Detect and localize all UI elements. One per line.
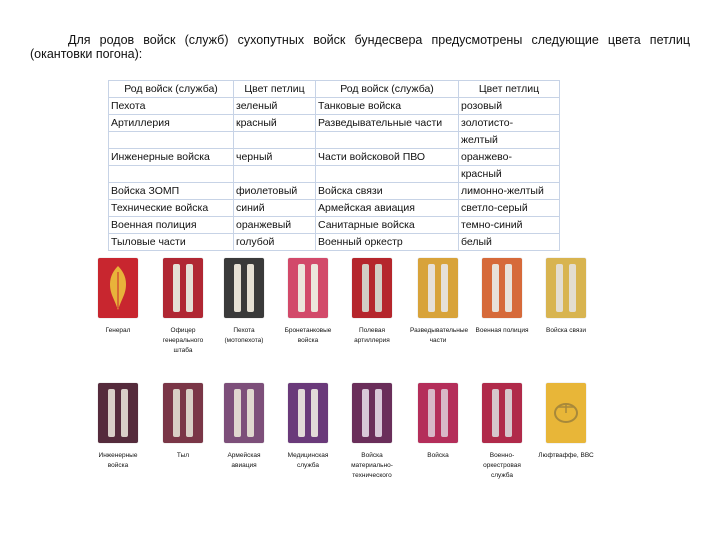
collar-tab-caption: Полевая артиллерия xyxy=(354,327,390,344)
table-cell xyxy=(316,166,459,183)
tab-stripe xyxy=(505,264,512,312)
tab-stripe xyxy=(428,264,435,312)
collar-tab-swatch xyxy=(352,383,392,443)
table-cell xyxy=(234,132,316,149)
collar-tab-caption: Войска материально-технического xyxy=(351,452,393,479)
tab-stripe xyxy=(173,264,180,312)
tab-stripe xyxy=(186,389,193,437)
tab-stripe xyxy=(375,389,382,437)
table-row xyxy=(109,166,560,183)
table-cell: Санитарные войска xyxy=(316,217,459,234)
table-cell: зеленый xyxy=(234,98,316,115)
table-cell: желтый xyxy=(459,132,560,149)
tab-stripe xyxy=(186,264,193,312)
tab-stripe xyxy=(298,389,305,437)
collar-tab-caption: Разведывательные части xyxy=(410,327,469,344)
collar-tab-caption: Войска связи xyxy=(546,327,586,334)
table-cell: Инженерные войска xyxy=(109,149,234,166)
collar-tab-swatch xyxy=(482,258,522,318)
table-cell: золотисто- xyxy=(459,115,560,132)
tab-stripe xyxy=(247,389,254,437)
table-cell: красный xyxy=(459,166,560,183)
tab-stripe xyxy=(492,389,499,437)
collar-tab-swatch xyxy=(224,258,264,318)
column-header: Цвет петлиц xyxy=(234,81,316,98)
column-header: Род войск (служба) xyxy=(316,81,459,98)
collar-tab-caption: Люфтваффе, ВВС xyxy=(538,452,594,459)
table-row xyxy=(109,183,560,200)
tab-stripe xyxy=(121,389,128,437)
table-cell: Разведывательные части xyxy=(316,115,459,132)
wreath-icon xyxy=(546,383,586,443)
intro-text: Для родов войск (служб) сухопутных войск бундесвера предусмотрены следующие цвета петлиц (окантовки погона): xyxy=(30,33,690,61)
table-cell: Тыловые части xyxy=(109,234,234,251)
table-cell xyxy=(109,132,234,149)
table-cell: Танковые войска xyxy=(316,98,459,115)
collar-tab-swatch xyxy=(98,258,138,318)
table-cell: Пехота xyxy=(109,98,234,115)
intro-paragraph xyxy=(30,33,690,61)
tab-stripe xyxy=(569,264,576,312)
collar-tab-swatch xyxy=(288,383,328,443)
table-cell: розовый xyxy=(459,98,560,115)
table-row xyxy=(109,115,560,132)
table-header-row xyxy=(109,81,560,98)
table-row xyxy=(109,98,560,115)
table-cell: Армейская авиация xyxy=(316,200,459,217)
table-row xyxy=(109,217,560,234)
collar-tab-caption: Генерал xyxy=(105,327,131,334)
tab-stripe xyxy=(173,389,180,437)
collar-tab-caption: Военно-оркестровая служба xyxy=(483,452,521,479)
collar-tab-caption: Инженерные войска xyxy=(98,452,138,469)
tab-stripe xyxy=(375,264,382,312)
table-cell: Части войсковой ПВО xyxy=(316,149,459,166)
tab-stripe xyxy=(428,389,435,437)
table-cell: белый xyxy=(459,234,560,251)
table-cell: фиолетовый xyxy=(234,183,316,200)
collar-tab-caption: Пехота (мотопехота) xyxy=(224,327,264,344)
collar-tab-caption: Войска xyxy=(427,452,449,459)
collar-tab-swatch xyxy=(546,258,586,318)
tab-stripe xyxy=(505,389,512,437)
tab-stripe xyxy=(247,264,254,312)
table-cell: оранжевый xyxy=(234,217,316,234)
table-cell: синий xyxy=(234,200,316,217)
tab-stripe xyxy=(311,264,318,312)
tab-stripe xyxy=(108,389,115,437)
collar-tab-swatch xyxy=(224,383,264,443)
tab-stripe xyxy=(311,389,318,437)
collar-tab-swatch xyxy=(418,258,458,318)
collar-tab-swatch xyxy=(163,258,203,318)
tab-stripe xyxy=(234,264,241,312)
table-cell: Военная полиция xyxy=(109,217,234,234)
collar-tab-swatch xyxy=(288,258,328,318)
column-header: Цвет петлиц xyxy=(459,81,560,98)
collar-tab-swatch xyxy=(546,383,586,443)
table-cell: лимонно-желтый xyxy=(459,183,560,200)
tab-stripe xyxy=(234,389,241,437)
collar-tab-caption: Военная полиция xyxy=(475,327,529,334)
collar-tab-caption: Армейская авиация xyxy=(227,452,261,469)
collar-tab-swatch xyxy=(482,383,522,443)
collar-tab-caption: Бронетанковые войска xyxy=(284,327,332,344)
table-cell: Войска ЗОМП xyxy=(109,183,234,200)
table-cell: оранжево- xyxy=(459,149,560,166)
column-header: Род войск (служба) xyxy=(109,81,234,98)
branch-colors-table xyxy=(108,80,560,251)
table-cell: красный xyxy=(234,115,316,132)
tab-stripe xyxy=(362,389,369,437)
table-row xyxy=(109,149,560,166)
collar-tab-swatch xyxy=(352,258,392,318)
tab-stripe xyxy=(362,264,369,312)
table-cell: черный xyxy=(234,149,316,166)
table-cell: Войска связи xyxy=(316,183,459,200)
tab-stripe xyxy=(556,264,563,312)
table-cell: светло-серый xyxy=(459,200,560,217)
tab-stripe xyxy=(492,264,499,312)
table-cell: Технические войска xyxy=(109,200,234,217)
tab-stripe xyxy=(441,264,448,312)
tab-stripe xyxy=(298,264,305,312)
collar-tab-caption: Медицинская служба xyxy=(287,452,329,469)
table-cell xyxy=(316,132,459,149)
collar-tab-swatch xyxy=(163,383,203,443)
tab-stripe xyxy=(441,389,448,437)
table-row xyxy=(109,234,560,251)
table-cell: голубой xyxy=(234,234,316,251)
collar-tab-caption: Тыл xyxy=(176,452,190,459)
table-cell: Военный оркестр xyxy=(316,234,459,251)
table-cell: темно-синий xyxy=(459,217,560,234)
table-cell xyxy=(234,166,316,183)
oak-leaf-icon xyxy=(98,258,138,318)
table-cell xyxy=(109,166,234,183)
table-row xyxy=(109,132,560,149)
table-cell: Артиллерия xyxy=(109,115,234,132)
collar-tab-swatch xyxy=(418,383,458,443)
collar-tab-caption: Офицер генерального штаба xyxy=(162,327,204,354)
table-row xyxy=(109,200,560,217)
collar-tab-swatch xyxy=(98,383,138,443)
